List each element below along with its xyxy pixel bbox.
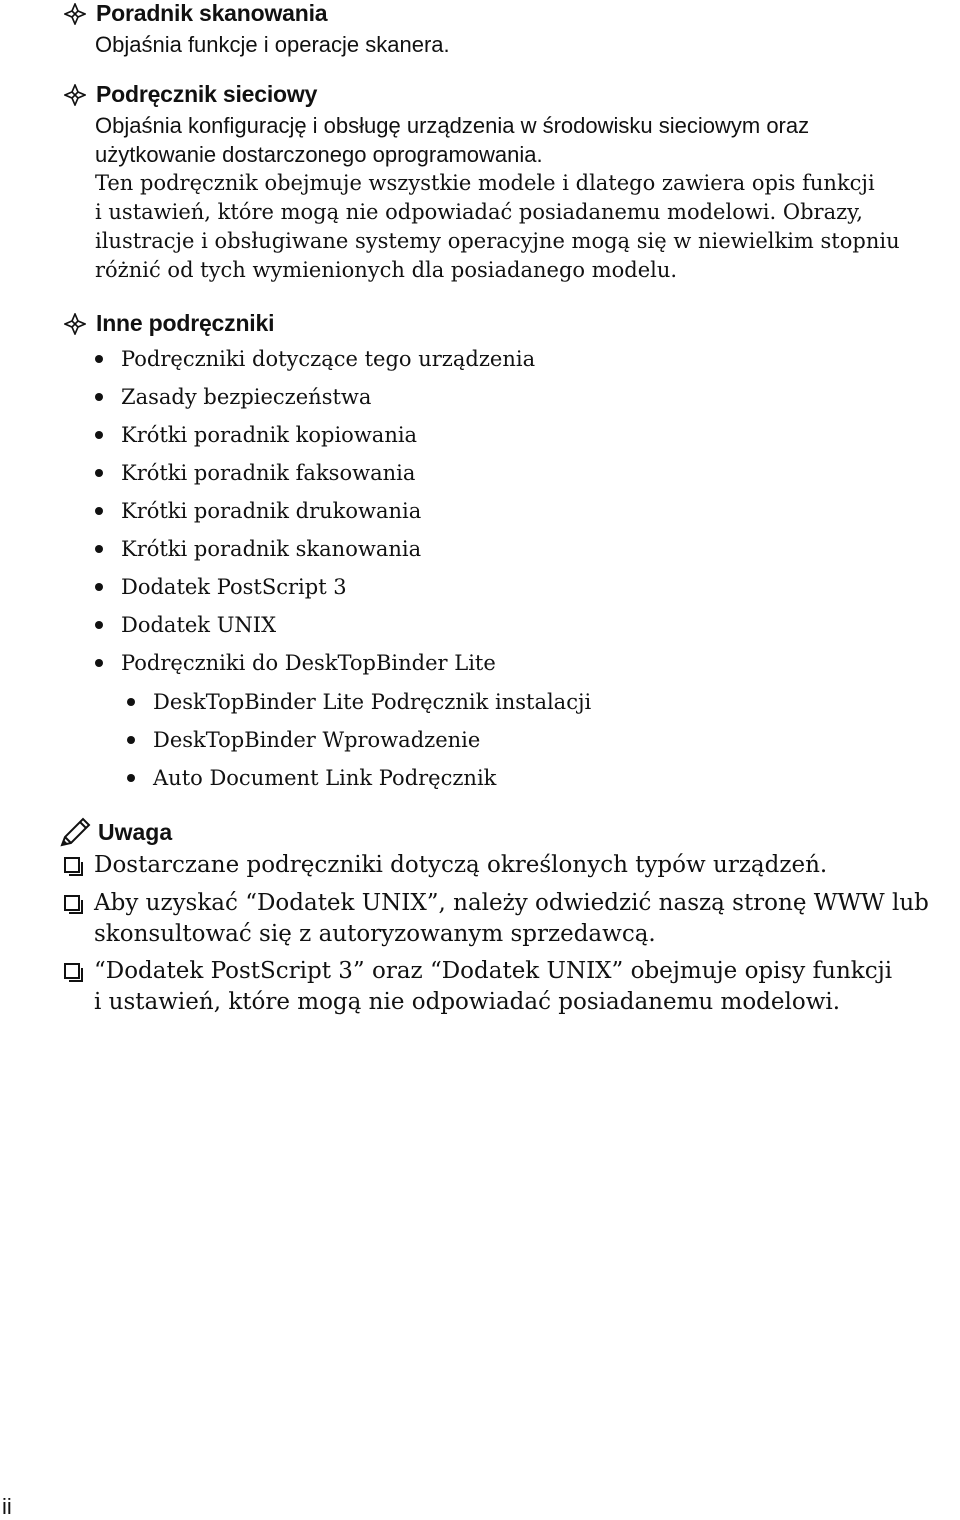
bullet-icon (95, 621, 103, 629)
section-description-line: różnić od tych wymienionych dla posiadanego modelu. (95, 258, 678, 282)
section-description-line: Ten podręcznik obejmuje wszystkie modele i dlatego zawiera opis funkcji (95, 171, 875, 195)
pencil-note-icon (58, 815, 92, 849)
section-heading-scanner-guide (64, 0, 327, 27)
list-item: Krótki poradnik kopiowania (95, 423, 417, 447)
note-item: Dostarczane podręczniki dotyczą określonych typów urządzeń. (64, 850, 827, 881)
list-item: Krótki poradnik faksowania (95, 461, 415, 485)
note-heading (58, 815, 172, 849)
list-item: Dodatek UNIX (95, 613, 276, 637)
checkbox-bullet-icon (64, 963, 80, 979)
bullet-icon (95, 507, 103, 515)
note-item: “Dodatek PostScript 3” oraz “Dodatek UNIX” obejmuje opisy funkcji i ustawień, które mogą nie odpowiadać posiadanemu modelowi. (64, 956, 892, 1018)
bullet-icon (95, 355, 103, 363)
section-description-line: Objaśnia konfigurację i obsługę urządzenia w środowisku sieciowym oraz (95, 113, 810, 138)
list-item: Podręczniki dotyczące tego urządzenia (95, 347, 535, 371)
bullet-icon (95, 545, 103, 553)
section-description-line: ilustracje i obsługiwane systemy operacyjne mogą się w niewielkim stopniu (95, 229, 900, 253)
checkbox-bullet-icon (64, 895, 80, 911)
bullet-icon (95, 659, 103, 667)
sub-list-item: DeskTopBinder Wprowadzenie (127, 728, 480, 752)
section-title: Podręcznik sieciowy (96, 81, 318, 107)
diamond-bullet-icon (64, 313, 86, 335)
list-item: Podręczniki do DeskTopBinder Lite (95, 651, 496, 675)
diamond-bullet-icon (64, 3, 86, 25)
checkbox-bullet-icon (64, 857, 80, 873)
bullet-icon (95, 469, 103, 477)
bullet-icon (127, 774, 135, 782)
bullet-icon (95, 431, 103, 439)
bullet-icon (127, 698, 135, 706)
page-number: ii (2, 1494, 12, 1519)
list-item: Dodatek PostScript 3 (95, 575, 347, 599)
bullet-icon (95, 583, 103, 591)
list-item: Zasady bezpieczeństwa (95, 385, 371, 409)
note-item: Aby uzyskać “Dodatek UNIX”, należy odwiedzić naszą stronę WWW lub skonsultować się z autoryzowanym sprzedawcą. (64, 888, 929, 950)
section-description-line: użytkowanie dostarczonego oprogramowania. (95, 142, 543, 167)
bullet-icon (95, 393, 103, 401)
list-item: Krótki poradnik drukowania (95, 499, 421, 523)
bullet-icon (127, 736, 135, 744)
section-heading-other-guides (64, 310, 274, 337)
sub-list-item: DeskTopBinder Lite Podręcznik instalacji (127, 690, 591, 714)
section-heading-network-guide (64, 81, 317, 108)
section-title: Inne podręczniki (96, 310, 275, 336)
section-description: Objaśnia funkcje i operacje skanera. (95, 32, 450, 57)
section-title: Poradnik skanowania (96, 0, 328, 26)
note-title: Uwaga (98, 818, 173, 845)
list-item: Krótki poradnik skanowania (95, 537, 421, 561)
section-description-line: i ustawień, które mogą nie odpowiadać posiadanemu modelowi. Obrazy, (95, 200, 863, 224)
sub-list-item: Auto Document Link Podręcznik (127, 766, 496, 790)
diamond-bullet-icon (64, 84, 86, 106)
